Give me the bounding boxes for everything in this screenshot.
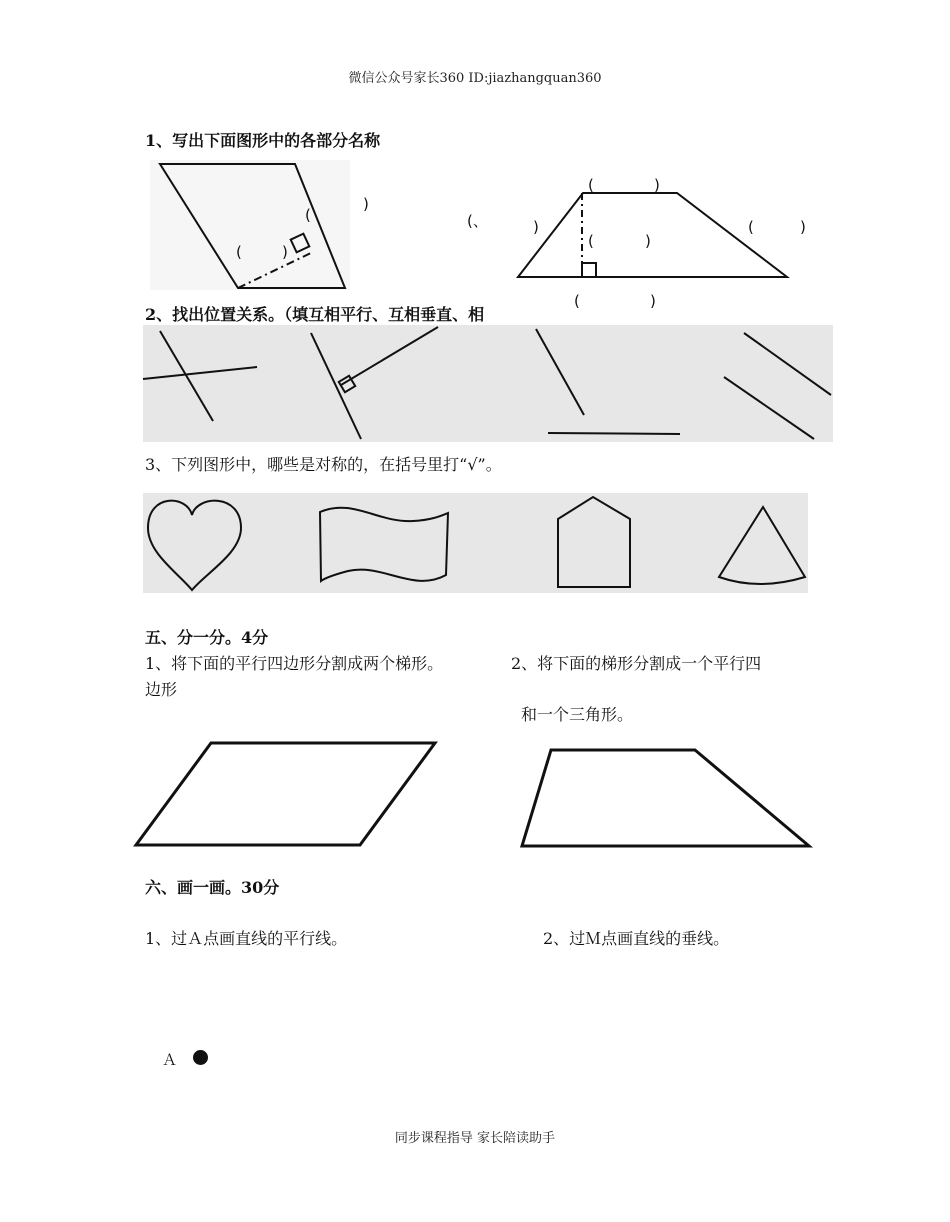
blank-paren-open: ( xyxy=(305,206,311,224)
section-6-title: 六、画一画。30分 xyxy=(145,878,280,897)
blank-paren-open: (、 xyxy=(467,212,488,230)
blank-paren-close: ) xyxy=(282,243,288,261)
blank-paren-close: ) xyxy=(650,292,656,310)
section-5-item-1-cont: 边形 xyxy=(145,680,178,699)
section-6-item-2: 2、过Ｍ点画直线的垂线。 xyxy=(543,929,730,948)
page-footer: 同步课程指导 家长陪读助手 xyxy=(394,1131,556,1146)
blank-paren-close: ) xyxy=(654,176,660,194)
blank-paren-close: ) xyxy=(645,232,651,250)
question-1-title: 1、写出下面图形中的各部分名称 xyxy=(145,131,381,150)
section-5-item-2: 2、将下面的梯形分割成一个平行四 xyxy=(511,654,762,673)
question-2-title: 2、找出位置关系。（填互相平行、互相垂直、相 xyxy=(145,305,485,324)
blank-paren-close: ) xyxy=(800,218,806,236)
question-3-title: 3、下列图形中，哪些是对称的，在括号里打“√”。 xyxy=(145,455,502,474)
blank-paren-close: ) xyxy=(533,218,539,236)
section-5-item-2-cont: 和一个三角形。 xyxy=(521,705,634,724)
section-5-title: 五、分一分。4分 xyxy=(145,628,269,647)
line-position-figures xyxy=(143,325,833,442)
point-a-dot xyxy=(193,1050,208,1065)
blank-paren-open: ( xyxy=(574,292,580,310)
blank-paren-open: ( xyxy=(748,218,754,236)
blank-paren-open: ( xyxy=(588,232,594,250)
section-5-item-1: 1、将下面的平行四边形分割成两个梯形。 xyxy=(145,654,444,673)
blank-paren-open: ( xyxy=(588,176,594,194)
symmetry-shapes-figure xyxy=(143,493,808,593)
blank-paren-open: ( xyxy=(236,243,242,261)
parallelogram-with-height-figure xyxy=(150,160,350,295)
point-a-label: Ａ xyxy=(162,1051,178,1069)
blank-paren-close: ) xyxy=(363,195,369,213)
section-6-item-1: 1、过Ａ点画直线的平行线。 xyxy=(145,929,348,948)
trapezoid-figure xyxy=(520,748,812,848)
page-header: 微信公众号家长360 ID:jiazhangquan360 xyxy=(348,71,602,86)
parallelogram-figure xyxy=(133,740,438,848)
